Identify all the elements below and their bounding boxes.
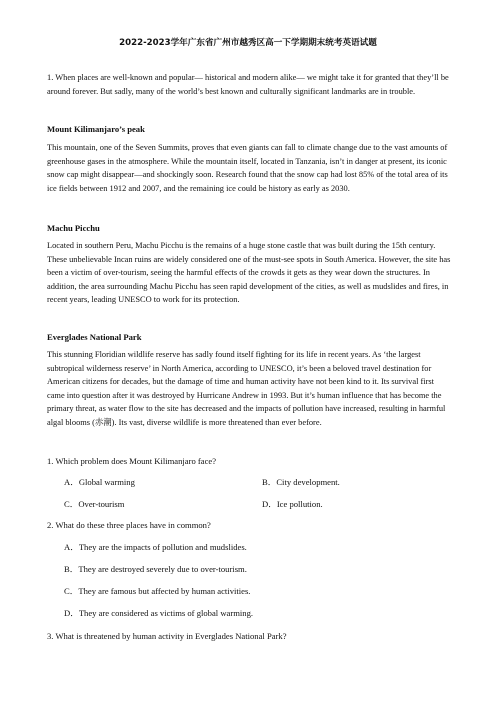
section-text-kilimanjaro: This mountain, one of the Seven Summits, proves that even giants can fall to climate change due to the vast amounts of greenhouse gases in the atmosphere. While the mountain itself, located in Tanzania, isn’t in danger at present, its iconic snow cap might disappear—and shockingly soon. Research found that the snow cap had lost 85% of the total area of its ice fields between 1912 and 2007, and the remaining ice could be history as early as 2030.	[47, 143, 448, 193]
option-letter: A．	[64, 477, 79, 487]
option-letter: D．	[64, 608, 79, 618]
question-2-stem: 2. What do these three places have in common?	[47, 520, 211, 530]
intro-paragraph: 1. When places are well-known and popular— historical and modern alike— we might take it for granted that they’ll be around forever. But sadly, many of the world’s best known and culturally significant landmarks are in trouble.	[47, 73, 449, 96]
option-text: They are considered as victims of global warming.	[78, 608, 254, 618]
option-text: Ice pollution.	[276, 499, 323, 509]
section-heading-everglades: Everglades National Park	[47, 332, 142, 342]
question-2-option-d[interactable]	[64, 607, 253, 619]
option-text: They are famous but affected by human activities.	[78, 586, 251, 596]
question-2-option-a[interactable]	[64, 541, 247, 553]
option-letter: B．	[64, 564, 79, 574]
option-letter: A．	[64, 542, 79, 552]
section-text-everglades: This stunning Floridian wildlife reserve has sadly found itself fighting for its life in recent years. As ‘the largest subtropical wilderness reserve’ in North America, according to UNESCO, it’s been a beloved travel destination for American citizens for decades, but the damage of time and human activity have not been kind to it. Its survival first came into question after it was destroyed by Hurricane Andrew in 1993. But it’s human influence that has become the primary threat, as water flow to the site has decreased and the impacts of pollution have increased, resulting in harmful algal blooms (赤潮). Its vast, diverse wildlife is more threatened than ever before.	[47, 350, 446, 427]
question-1-option-b[interactable]	[262, 476, 340, 488]
section-text-machu-picchu: Located in southern Peru, Machu Picchu is the remains of a huge stone castle that was built during the 15th century. These unbelievable Incan ruins are widely considered one of the must-see spots in South America. However, the site has been a victim of over-tourism, seeing the harmful effects of the crowds it gets as they wear down the structures. In addition, the area surrounding Machu Picchu has seen rapid development of the cities, as well as mudslides and fires, in recent years, leading UNESCO to work for its protection.	[47, 241, 451, 305]
question-1-stem: 1. Which problem does Mount Kilimanjaro face?	[47, 456, 217, 466]
question-3-stem: 3. What is threatened by human activity in Everglades National Park?	[47, 631, 287, 641]
question-1-option-d[interactable]	[262, 498, 323, 510]
question-2-option-b[interactable]	[64, 563, 247, 575]
option-text: City development.	[276, 477, 340, 487]
question-1-option-c[interactable]	[64, 498, 124, 510]
option-text: They are destroyed severely due to over-tourism.	[78, 564, 247, 574]
section-heading-kilimanjaro: Mount Kilimanjaro’s peak	[47, 124, 145, 134]
option-letter: C．	[64, 586, 79, 596]
option-letter: C．	[64, 499, 79, 509]
option-text: Global warming	[78, 477, 135, 487]
section-heading-machu-picchu: Machu Picchu	[47, 223, 100, 233]
option-text: Over-tourism	[78, 499, 125, 509]
question-2-option-c[interactable]	[64, 585, 250, 597]
document-title: 2022-2023学年广东省广州市越秀区高一下学期期末统考英语试题	[119, 38, 377, 48]
option-letter: D．	[262, 499, 277, 509]
question-1-option-a[interactable]	[64, 476, 135, 488]
option-letter: B．	[262, 477, 277, 487]
option-text: They are the impacts of pollution and mudslides.	[78, 542, 247, 552]
